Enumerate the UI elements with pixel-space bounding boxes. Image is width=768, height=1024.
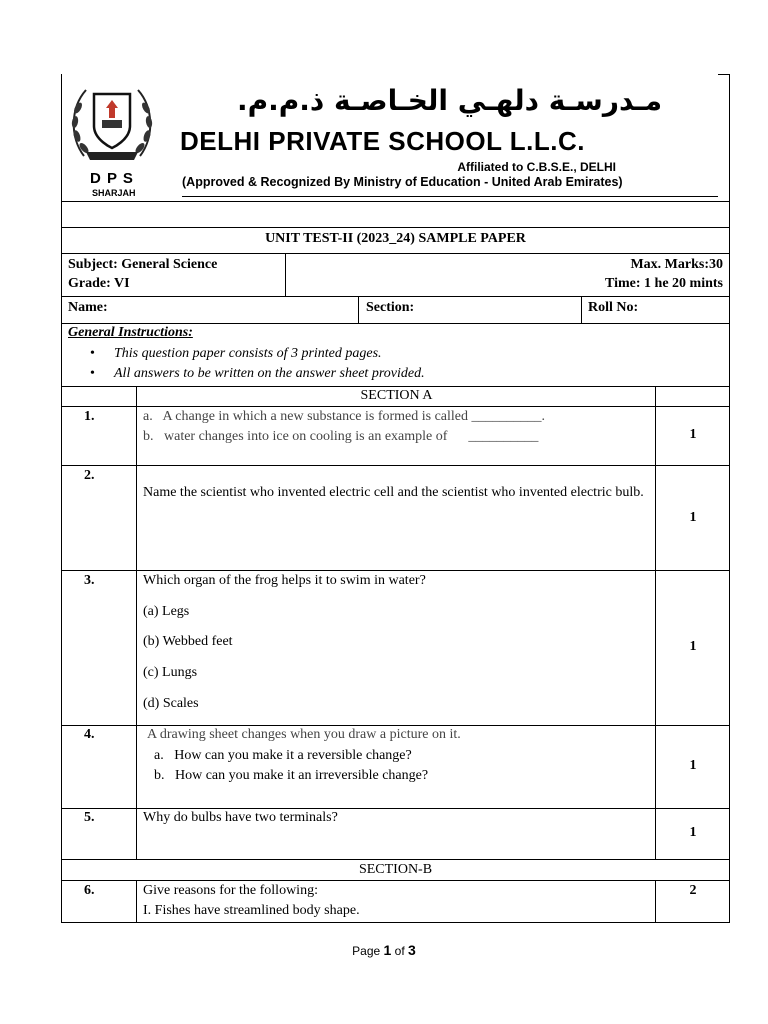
question-marks: 1 (689, 510, 697, 525)
header-banner (61, 74, 730, 202)
section-label: Section: (366, 300, 415, 315)
spacer-row (61, 201, 730, 228)
question-number: 1. (84, 409, 95, 424)
question-number: 4. (84, 727, 95, 742)
question-part: b. How can you make it an irreversible change? (154, 768, 429, 783)
section-a-heading: SECTION A (360, 388, 433, 403)
question-number: 6. (84, 883, 95, 898)
instructions-block (61, 323, 730, 387)
header-corner-tick (718, 74, 730, 75)
affiliation: Affiliated to C.B.S.E., DELHI (457, 160, 616, 174)
option-item: (c) Lungs (143, 665, 198, 680)
question-marks: 2 (689, 883, 697, 898)
page-word: Page (352, 944, 384, 958)
question-part: a. A change in which a new substance is formed is called __________. (143, 409, 546, 424)
question-marks: 1 (689, 758, 697, 773)
question-part: a. How can you make it a reversible change? (154, 748, 412, 763)
question-number: 2. (84, 468, 95, 483)
page-footer (0, 942, 768, 958)
arabic-school-name: مـدرسـة دلهـي الخـاصـة ذ.م.م. (236, 84, 663, 117)
page-number: 1 (383, 942, 392, 958)
title-row (61, 227, 730, 254)
roll-label: Roll No: (588, 300, 639, 315)
logo-city: SHARJAH (92, 188, 136, 198)
question-number: 3. (84, 573, 95, 588)
option-item: (b) Webbed feet (143, 634, 233, 649)
question-number: 5. (84, 810, 95, 825)
instructions-list (62, 344, 425, 384)
school-crest-icon (66, 78, 158, 168)
option-item: (d) Scales (143, 696, 199, 711)
instructions-heading: General Instructions: (68, 325, 193, 340)
question-marks: 1 (689, 639, 697, 654)
question-marks: 1 (689, 427, 697, 442)
name-label: Name: (68, 300, 108, 315)
grade-label: Grade: VI (68, 276, 130, 291)
paper-title: UNIT TEST-II (2023_24) SAMPLE PAPER (265, 231, 526, 246)
question-marks: 1 (689, 825, 697, 840)
subject-row (61, 253, 730, 297)
of-word: of (391, 944, 409, 958)
name-row (61, 296, 730, 324)
section-b-heading: SECTION-B (358, 862, 433, 877)
question-part: b. water changes into ice on cooling is an example of __________ (143, 429, 539, 444)
question-text: Name the scientist who invented electric cell and the scientist who invented electric bulb. (143, 485, 644, 500)
header-underline (182, 196, 718, 197)
question-text: Give reasons for the following: (143, 883, 318, 898)
page-total: 3 (408, 942, 416, 958)
question-text: Why do bulbs have two terminals? (143, 810, 338, 825)
question-part: I. Fishes have streamlined body shape. (143, 903, 360, 918)
question-text: A drawing sheet changes when you draw a picture on it. (147, 727, 461, 742)
instruction-item: • All answers to be written on the answer sheet provided. (62, 364, 425, 384)
subject-label: Subject: General Science (68, 257, 218, 272)
school-name: DELHI PRIVATE SCHOOL L.L.C. (180, 126, 585, 156)
logo-text: D P S (90, 170, 134, 187)
question-table (61, 386, 730, 923)
max-marks: Max. Marks:30 (630, 257, 723, 272)
time-allowed: Time: 1 he 20 mints (605, 276, 723, 291)
option-item: (a) Legs (143, 604, 190, 619)
approval-line: (Approved & Recognized By Ministry of Education - United Arab Emirates) (182, 175, 623, 189)
instruction-item: • This question paper consists of 3 printed pages. (62, 344, 425, 364)
question-text: Which organ of the frog helps it to swim in water? (143, 573, 426, 588)
